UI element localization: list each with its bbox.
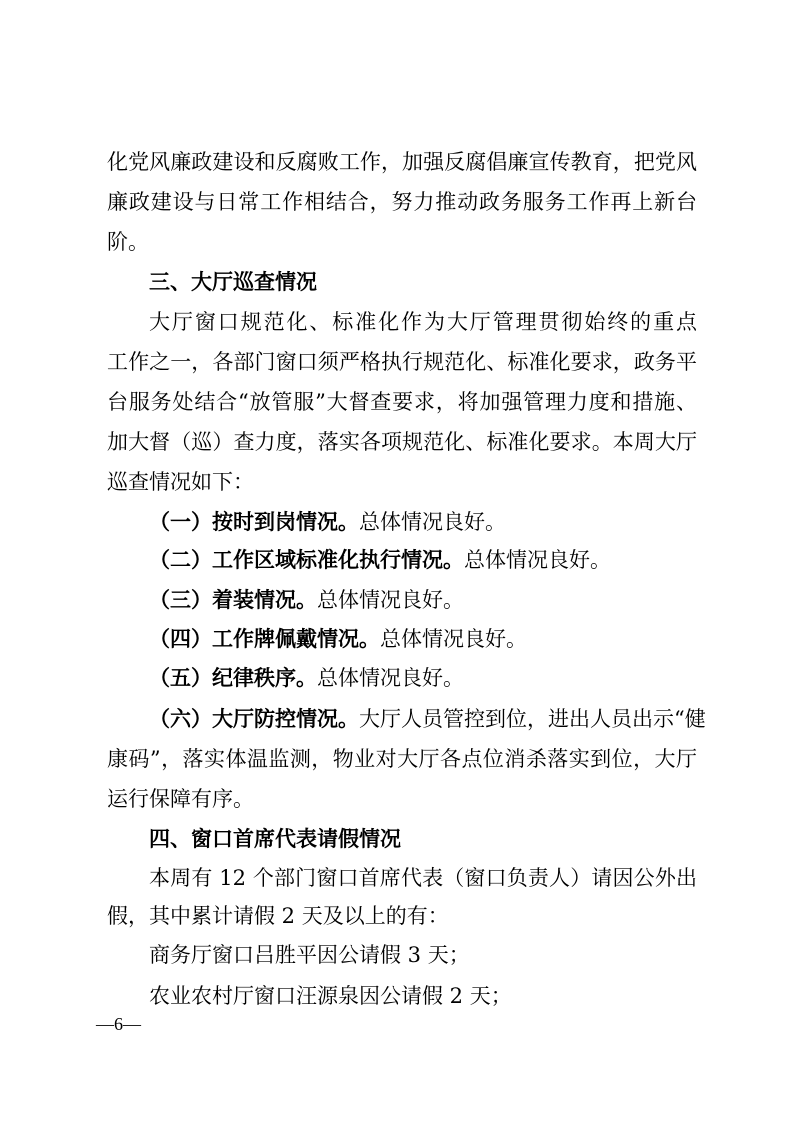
body-text-line: 台服务处结合“放管服”大督查要求，将加强管理力度和措施、 <box>107 390 697 414</box>
patrol-item-title: （四）工作牌佩戴情况。 <box>149 626 380 651</box>
body-text-line: 工作之一，各部门窗口须严格执行规范化、标准化要求，政务平 <box>107 350 697 374</box>
patrol-item-text: 总体情况良好。 <box>464 548 611 572</box>
body-text-line: 大厅窗口规范化、标准化作为大厅管理贯彻始终的重点 <box>149 310 697 334</box>
body-text-line: 康码”，落实体温监测，物业对大厅各点位消杀落实到位，大厅 <box>107 747 697 771</box>
patrol-item-text: 总体情况良好。 <box>317 588 464 612</box>
patrol-item-text: 总体情况良好。 <box>317 666 464 690</box>
patrol-item-text: 总体情况良好。 <box>380 627 527 651</box>
body-text-line: 运行保障有序。 <box>107 787 254 811</box>
page-number: —6— <box>96 1014 141 1034</box>
patrol-item-title: （六）大厅防控情况。 <box>149 706 359 731</box>
patrol-item-title: （五）纪律秩序。 <box>149 665 317 690</box>
patrol-item-text: 大厅人员管控到位，进出人员出示“健 <box>359 707 706 731</box>
patrol-item-title: （三）着装情况。 <box>149 587 317 612</box>
body-text-line: 假，其中累计请假 2 天及以上的有： <box>107 904 449 928</box>
leave-entry: 农业农村厅窗口汪源泉因公请假 2 天； <box>149 984 512 1008</box>
patrol-item-title: （一）按时到岗情况。 <box>149 509 359 534</box>
section-heading-leave: 四、窗口首席代表请假情况 <box>149 827 401 851</box>
body-text-line: 本周有 12 个部门窗口首席代表（窗口负责人）请因公外出 <box>149 866 697 890</box>
body-text-line: 加大督（巡）查力度，落实各项规范化、标准化要求。本周大厅 <box>107 430 697 454</box>
patrol-item <box>149 585 739 615</box>
body-text-line: 阶。 <box>107 230 149 254</box>
patrol-item-text: 总体情况良好。 <box>359 510 506 534</box>
body-text-line: 化党风廉政建设和反腐败工作，加强反腐倡廉宣传教育，把党风 <box>107 150 697 174</box>
body-text-line: 廉政建设与日常工作相结合，努力推动政务服务工作再上新台 <box>107 190 697 214</box>
body-text-line: 巡查情况如下： <box>107 470 254 494</box>
patrol-item <box>149 624 739 654</box>
patrol-item <box>149 663 739 693</box>
patrol-item <box>149 704 739 734</box>
patrol-item <box>149 545 739 575</box>
patrol-item <box>149 507 739 537</box>
patrol-item-title: （二）工作区域标准化执行情况。 <box>149 547 464 572</box>
section-heading-patrol: 三、大厅巡查情况 <box>149 270 317 294</box>
leave-entry: 商务厅窗口吕胜平因公请假 3 天； <box>149 943 470 967</box>
